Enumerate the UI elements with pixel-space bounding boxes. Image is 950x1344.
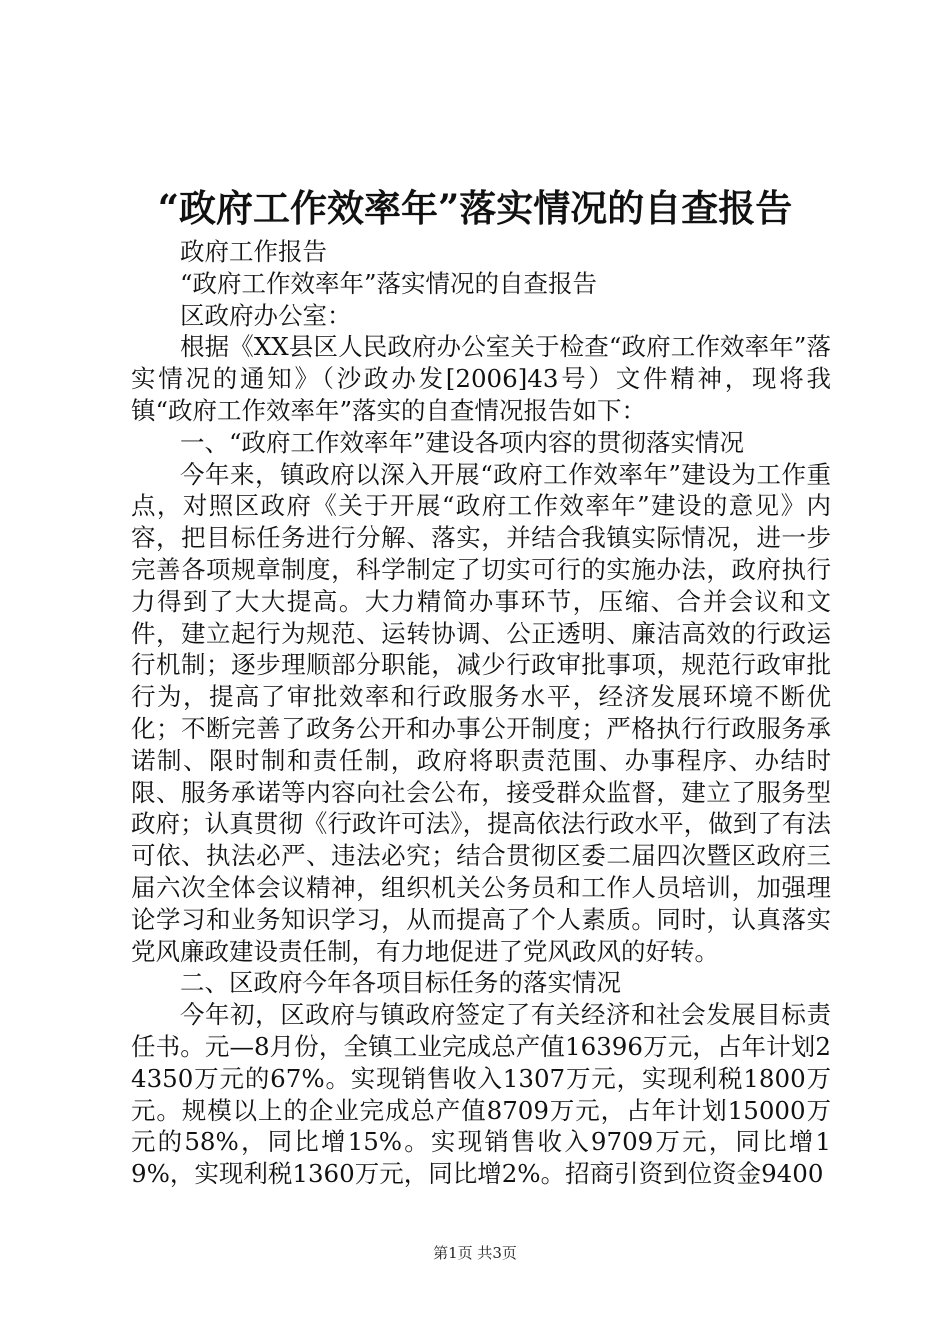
page-footer: 第1页 共3页 xyxy=(433,1244,517,1262)
document-addressee: 区政府办公室： xyxy=(180,300,352,330)
section-heading-1: 一、“政府工作效率年”建设各项内容的贯彻落实情况 xyxy=(180,427,745,457)
document-body xyxy=(131,236,831,1190)
paragraph-section-2: 今年初，区政府与镇政府签定了有关经济和社会发展目标责任书。元—8月份，全镇工业完成总产值16396万元，占年计划24350万元的67%。实现销售收入1307万元，实现利税1800万元。规模以上的企业完成总产值8709万元，占年计划15000万元的58%，同比增15%。实现销售收入9709万元，同比增19%，实现利税1360万元，同比增2%。招商引资到位资金9400 xyxy=(131,1000,831,1189)
document-title: “政府工作效率年”落实情况的自查报告 xyxy=(157,186,793,230)
paragraph-intro: 根据《XX县区人民政府办公室关于检查“政府工作效率年”落实情况的通知》（沙政办发[2006]43号）文件精神，现将我镇“政府工作效率年”落实的自查情况报告如下： xyxy=(131,332,831,425)
document-category: 政府工作报告 xyxy=(180,237,327,266)
document-subtitle: “政府工作效率年”落实情况的自查报告 xyxy=(180,268,598,298)
section-heading-2: 二、区政府今年各项目标任务的落实情况 xyxy=(180,968,621,998)
paragraph-section-1: 今年来，镇政府以深入开展“政府工作效率年”建设为工作重点，对照区政府《关于开展“政府工作效率年”建设的意见》内容，把目标任务进行分解、落实，并结合我镇实际情况，进一步完善各项规章制度，科学制定了切实可行的实施办法，政府执行力得到了大大提高。大力精简办事环节，压缩、合并会议和文件，建立起行为规范、运转协调、公正透明、廉洁高效的行政运行机制；逐步理顺部分职能，减少行政审批事项，规范行政审批行为，提高了审批效率和行政服务水平，经济发展环境不断优化；不断完善了政务公开和办事公开制度；严格执行行政服务承诺制、限时制和责任制，政府将职责范围、办事程序、办结时限、服务承诺等内容向社会公布，接受群众监督，建立了服务型政府；认真贯彻《行政许可法》，提高依法行政水平，做到了有法可依、执法必严、违法必究；结合贯彻区委二届四次暨区政府三届六次全体会议精神，组织机关公务员和工作人员培训，加强理论学习和业务知识学习，从而提高了个人素质。同时，认真落实党风廉政建设责任制，有力地促进了党风政风的好转。 xyxy=(131,459,831,966)
